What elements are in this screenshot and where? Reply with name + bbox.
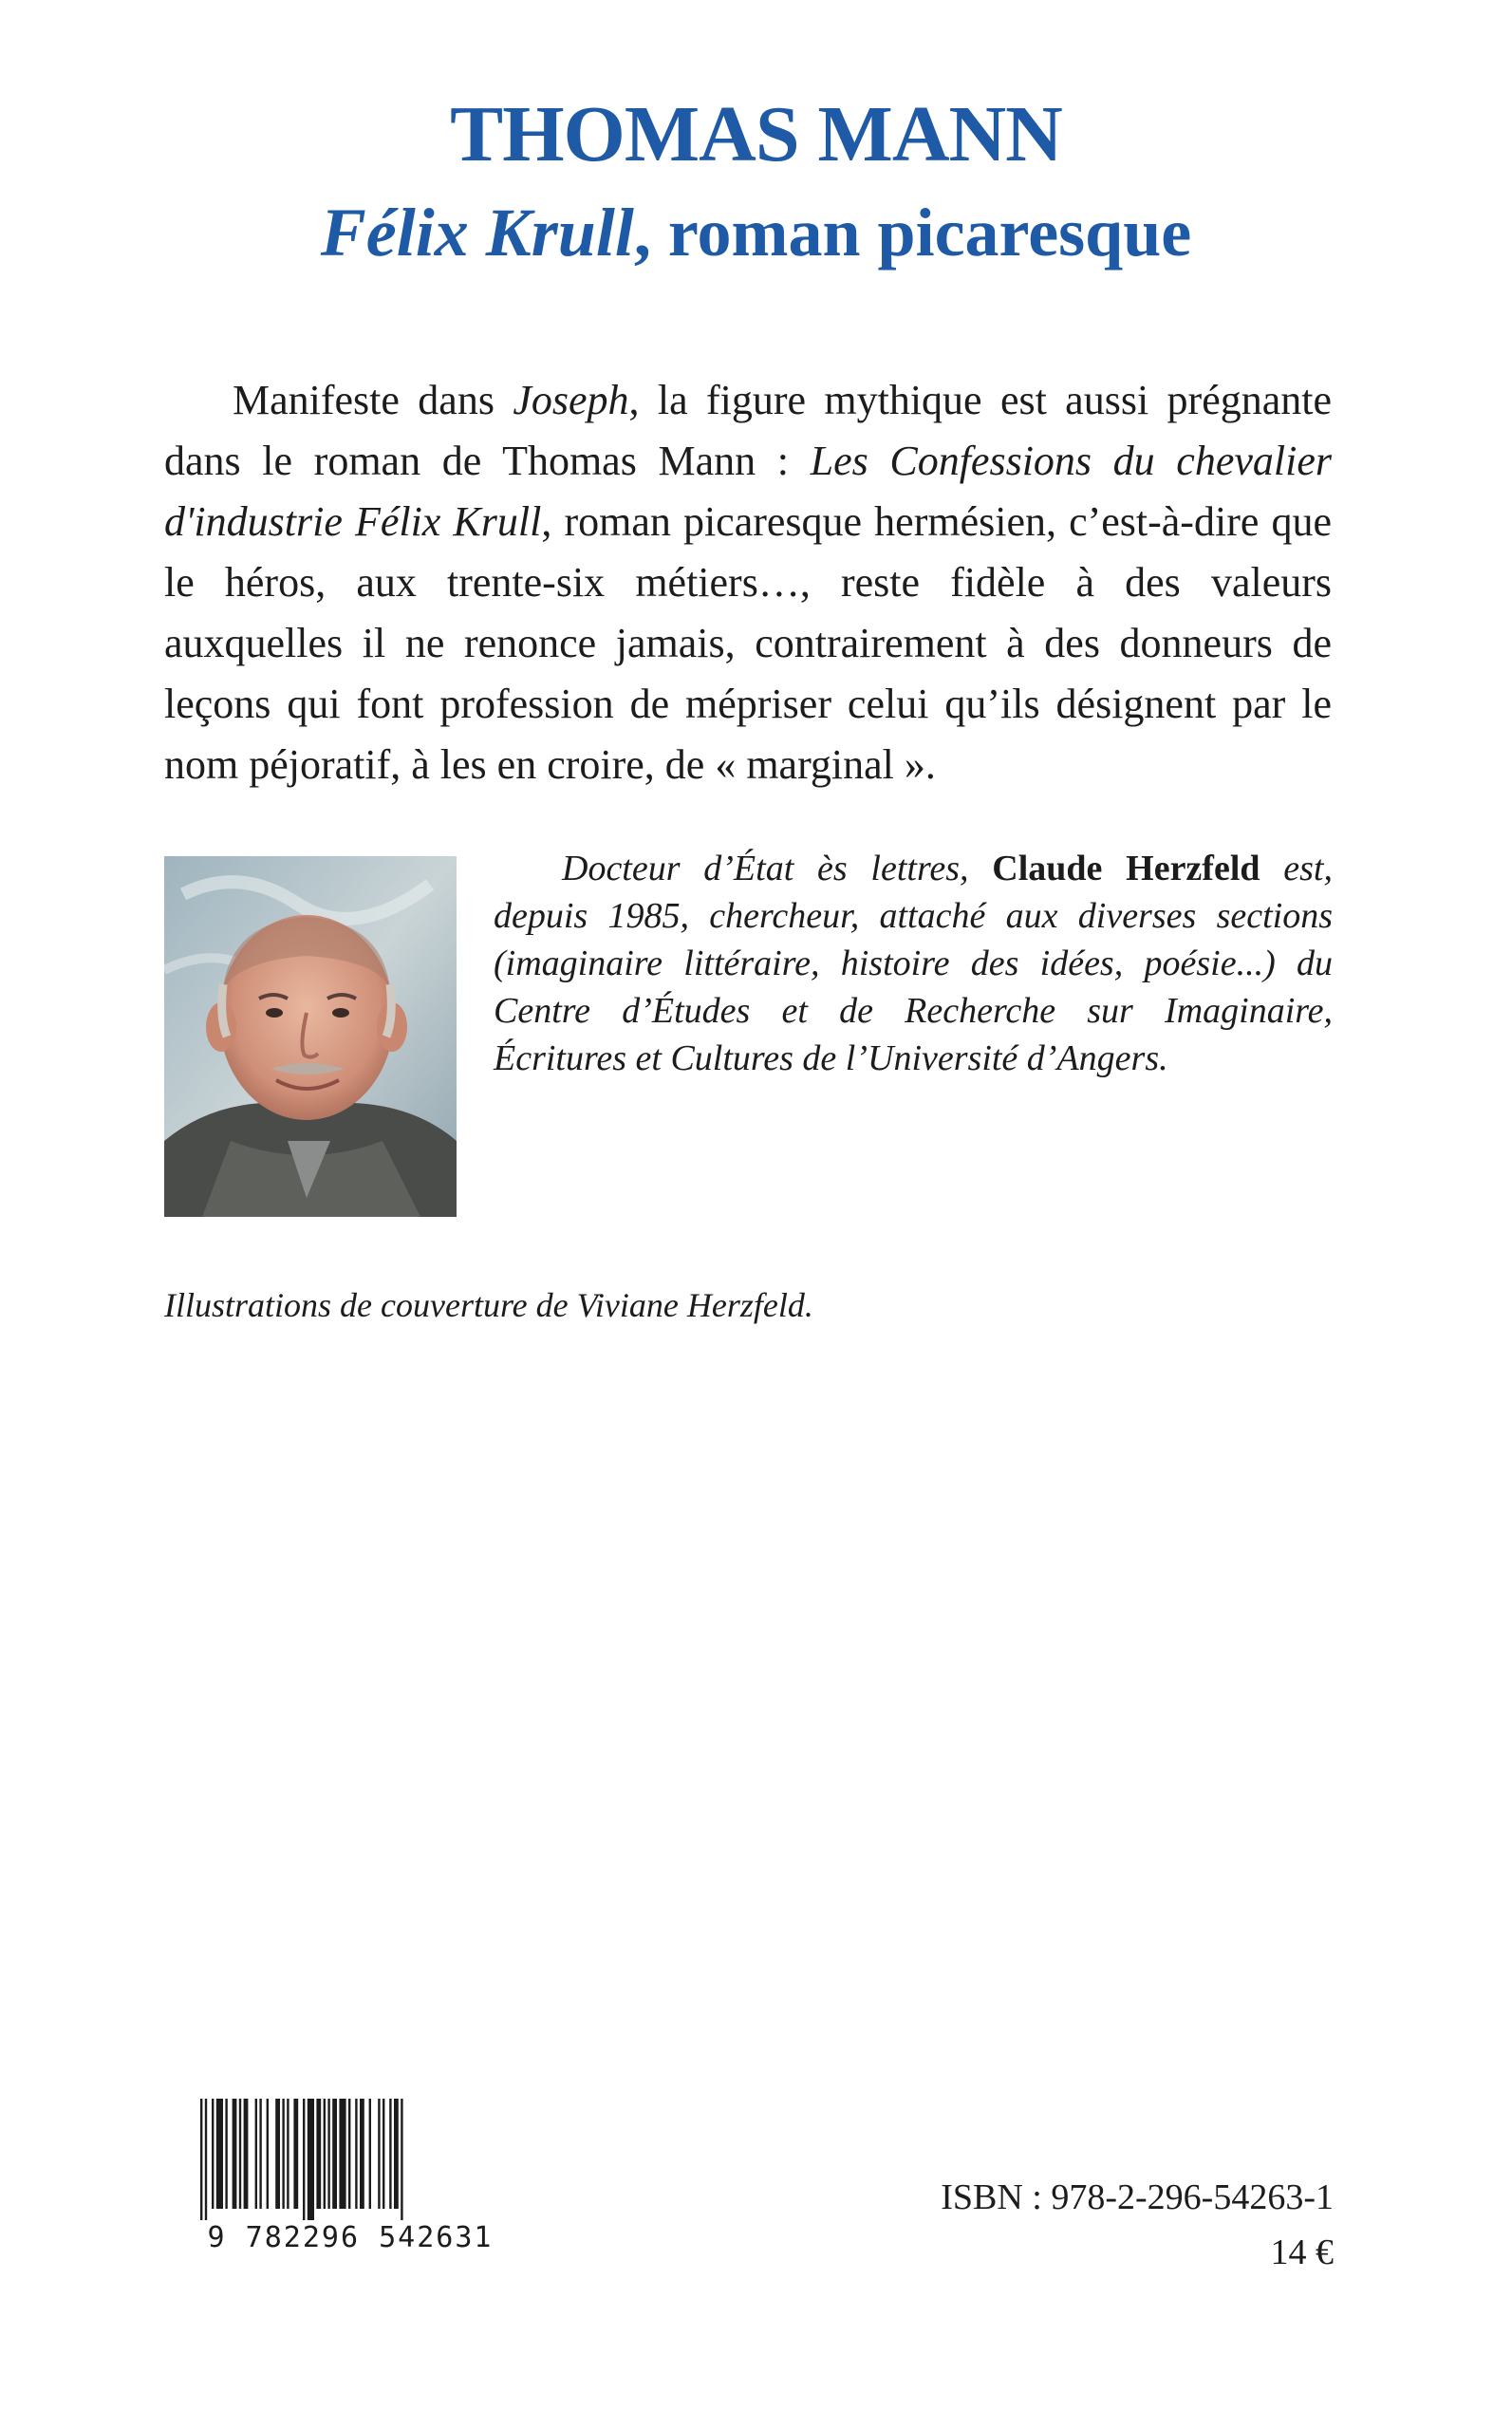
barcode-bar [394, 2099, 399, 2209]
barcode-bar [244, 2099, 249, 2209]
barcode-bar [282, 2099, 284, 2209]
barcode-bar [303, 2099, 305, 2220]
barcode-bar [233, 2099, 237, 2209]
bio-text-before: Docteur d’État ès lettres, [562, 849, 993, 888]
blurb-text-2: , la figure mythique est aussi prégnante dans le roman de Thomas Mann : [164, 377, 1333, 484]
barcode-digits: 9 782296 542631 [207, 2221, 494, 2254]
barcode-bar [308, 2099, 314, 2220]
barcode-bar [293, 2099, 298, 2209]
book-subtitle [0, 190, 1512, 275]
barcode-bar [332, 2099, 337, 2209]
barcode-bar [324, 2099, 326, 2209]
barcode-bar [360, 2099, 364, 2209]
illustration-credit: Illustrations de couverture de Viviane Herzfeld. [164, 1286, 813, 1324]
barcode-bar [287, 2099, 289, 2209]
barcode-bar [369, 2099, 371, 2209]
barcode-bar [267, 2099, 269, 2209]
barcode-bar [389, 2099, 391, 2209]
barcode-bar [401, 2099, 402, 2220]
blurb-text-1: Manifeste dans [233, 377, 513, 423]
author-title: THOMAS MANN [450, 90, 1062, 178]
blurb-italic-1: Joseph [513, 377, 629, 423]
blurb-text-3: , roman picaresque hermésien, c’est-à-dire que le héros, aux trente-six métiers…, reste fidèle à des valeurs auxquelles il ne renonce jamais, contrairement à des donneurs de leçons qui font profession de mépriser celui qu’ils désignent par le nom péjoratif, à les en croire, de « marginal ». [164, 498, 1332, 788]
barcode [191, 2095, 510, 2254]
barcode-bar [205, 2099, 207, 2220]
isbn: ISBN : 978-2-296-54263-1 [941, 2177, 1334, 2217]
barcode-bar [348, 2099, 350, 2209]
barcode-bar [275, 2099, 280, 2209]
barcode-bar [239, 2099, 241, 2209]
barcode-bar [327, 2099, 329, 2209]
bio-text-after: est, depuis 1985, chercheur, attaché aux diverses sections (imaginaire littéraire, histoire des idées, poésie...) du Centre d’Études et de Recherche sur Imaginaire, Écritures et Cultures de l’Université d’Angers. [494, 849, 1333, 1078]
barcode-bar [225, 2099, 227, 2209]
barcode-bar [255, 2099, 257, 2209]
back-cover-blurb [164, 370, 1332, 795]
barcode-bar [339, 2099, 345, 2209]
blurb-italic-2: Les Confessions du chevalier d'industrie Félix Krull [164, 438, 1332, 545]
author-photo [164, 856, 457, 1217]
barcode-bar [378, 2099, 380, 2209]
barcode-bar [259, 2099, 261, 2209]
barcode-bar [200, 2099, 202, 2220]
author-name: Claude Herzfeld [992, 849, 1260, 888]
barcode-bar [316, 2099, 321, 2209]
barcode-bar [355, 2099, 357, 2209]
barcode-bar [212, 2099, 214, 2209]
subtitle-rest: , roman picaresque [633, 195, 1192, 271]
barcode-bar [216, 2099, 223, 2209]
barcode-bar [383, 2099, 384, 2209]
price: 14 € [1270, 2233, 1334, 2272]
author-bio [494, 845, 1333, 1082]
subtitle-italic: Félix Krull [320, 195, 634, 271]
